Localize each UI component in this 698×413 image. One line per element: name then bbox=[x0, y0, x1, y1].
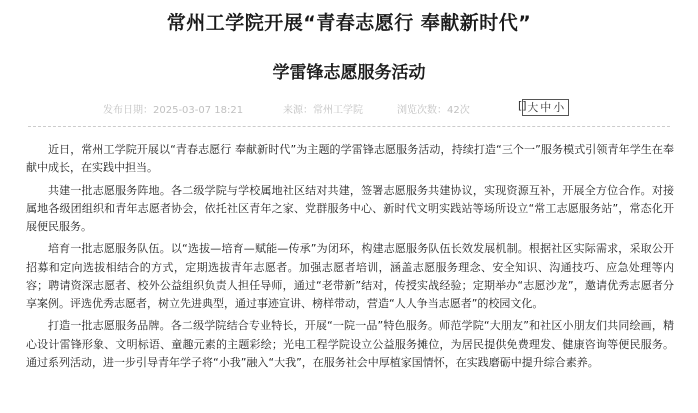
font-size-medium-button[interactable]: 中 bbox=[540, 101, 552, 114]
view-count bbox=[397, 101, 470, 116]
publish-date bbox=[103, 101, 243, 116]
font-size-box bbox=[522, 99, 569, 116]
source-label: 来源： bbox=[283, 105, 313, 116]
views-label: 浏览次数： bbox=[397, 105, 447, 116]
publish-date-value: 2025-03-07 18:21 bbox=[153, 105, 244, 116]
paragraph: 近日，常州工学院开展以“青春志愿行 奉献新时代”为主题的学雷锋志愿服务活动，持续打造“三个一”服务模式引领青年学生在奉献中成长，在实践中担当。 bbox=[26, 143, 674, 175]
size-bracket-close: ] bbox=[522, 99, 527, 112]
paragraph: 培育一批志愿服务队伍。以“选拔—培育—赋能—传承”为闭环，构建志愿服务队伍长效发展机制。根据社区实际需求，采取公开招募和定向选拔相结合的方式，定期选拔青年志愿者。加强志愿者培训，涵盖志愿服务理念、安全知识、沟通技巧、应急处理等内容；聘请资深志愿者、校外公益组织负责人担任导师，通过“老带新”结对，传授实战经验；定期举办“志愿沙龙”，邀请优秀志愿者分享案例。评选优秀志愿者，树立先进典型，通过事迹宣讲、榜样带动，营造“人人争当志愿者”的校园文化。 bbox=[26, 242, 674, 310]
paragraph: 打造一批志愿服务品牌。各二级学院结合专业特长，开展“一院一品”特色服务。师范学院“大朋友”和社区小朋友们共同绘画，精心设计雷锋形象、文明标语、童趣元素的主题彩绘；光电工程学院设立公益服务摊位，为居民提供免费理发、健康咨询等便民服务。通过系列活动，进一步引导青年学子将“小我”融入“大我”，在服务社会中厚植家国情怀，在实践磨砺中提升综合素养。 bbox=[26, 319, 674, 369]
font-size-small-button[interactable]: 小 bbox=[553, 101, 565, 114]
publish-date-label: 发布日期： bbox=[103, 105, 153, 116]
paragraph: 共建一批志愿服务阵地。各二级学院与学校属地社区结对共建，签署志愿服务共建协议，实现资源互补，开展全方位合作。对接属地各级团组织和青年志愿者协会，依托社区青年之家、党群服务中心、新时代文明实践站等场所设立“常工志愿服务站”，常态化开展便民服务。 bbox=[26, 183, 674, 233]
size-bracket-open: [ bbox=[518, 99, 523, 112]
views-value: 42次 bbox=[447, 105, 470, 116]
meta-divider bbox=[28, 126, 670, 127]
article-title: 常州工学院开展“青春志愿行 奉献新时代” bbox=[166, 12, 532, 34]
article-subtitle: 学雷锋志愿服务活动 bbox=[272, 63, 426, 83]
article-source bbox=[283, 101, 363, 116]
article-meta bbox=[0, 101, 698, 115]
article-body bbox=[26, 141, 674, 376]
font-size-large-button[interactable]: 大 bbox=[527, 101, 539, 114]
source-value: 常州工学院 bbox=[313, 105, 363, 116]
font-size-switcher bbox=[518, 99, 565, 114]
